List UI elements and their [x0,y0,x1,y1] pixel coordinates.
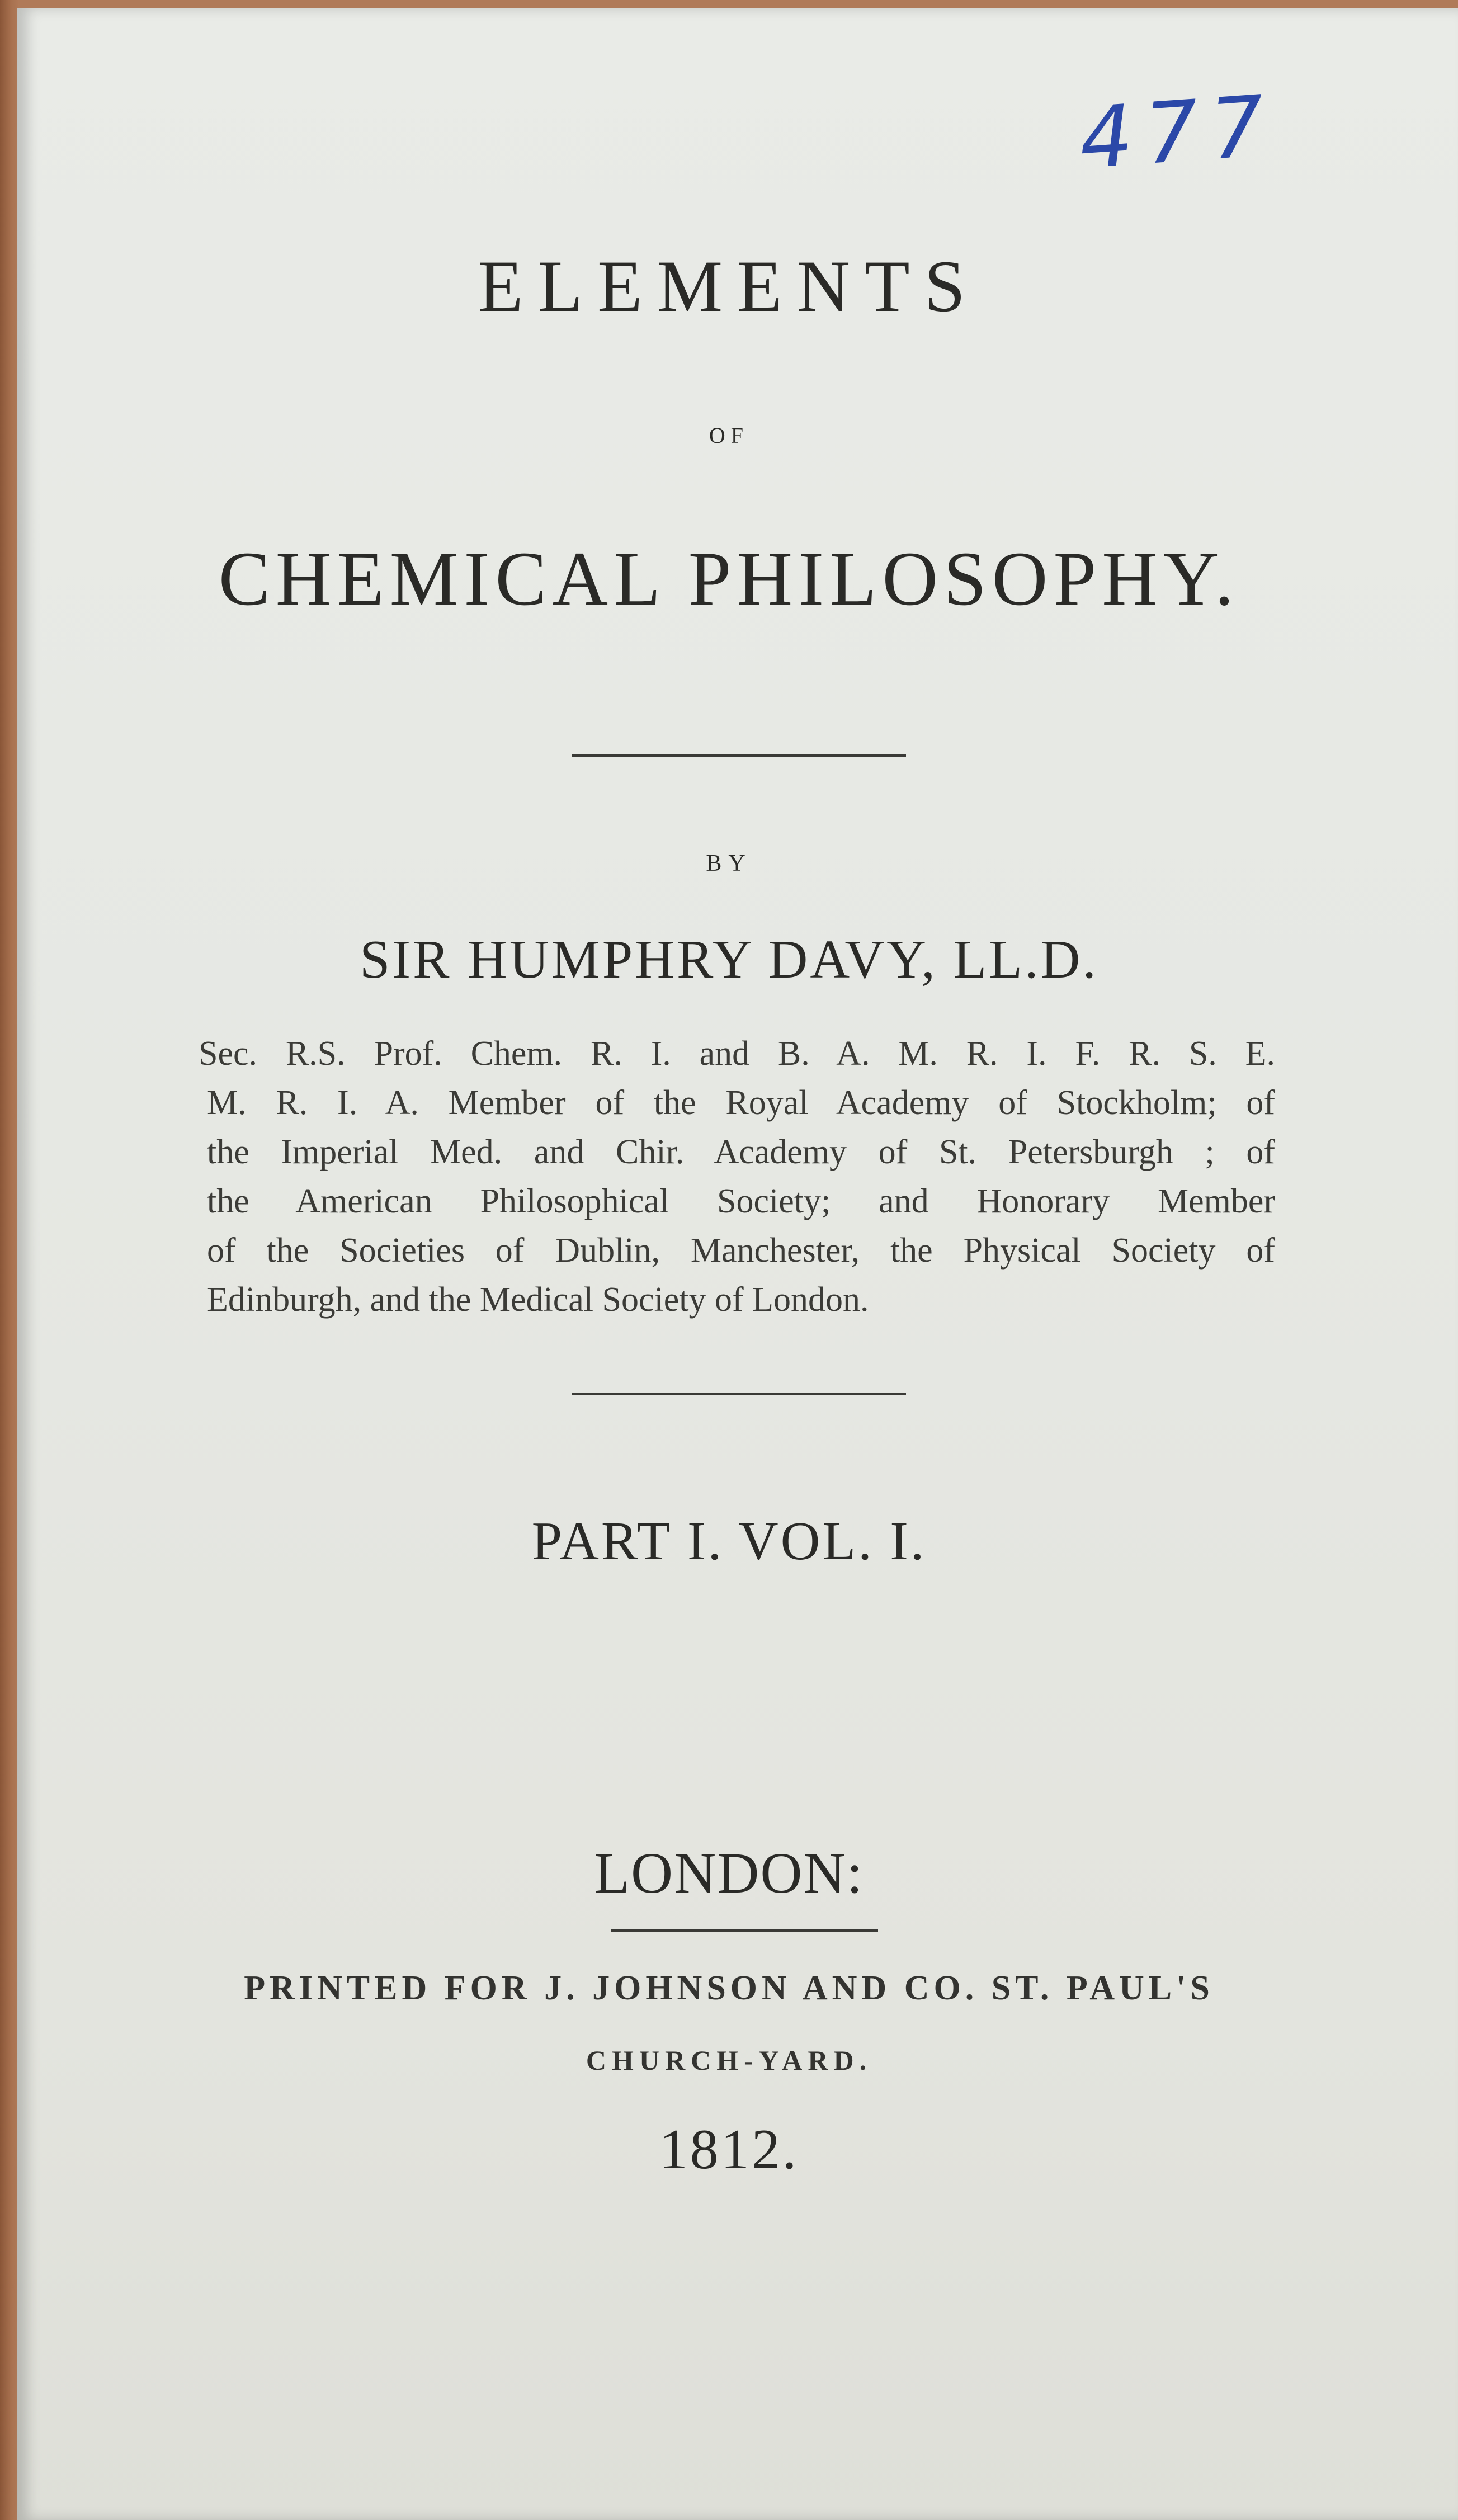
credentials-line: of the Societies of Dublin, Manchester, the Physical Society of [207,1231,1275,1270]
imprint-place: CHURCH-YARD. [586,2045,872,2076]
author-name: SIR HUMPHRY DAVY, LL.D. [360,929,1098,990]
credentials-rule-divider [572,1393,906,1395]
imprint-year: 1812. [659,2118,799,2181]
imprint-printed-for: PRINTED FOR J. JOHNSON AND CO. ST. PAUL'S [244,1969,1214,2007]
credentials-line: the Imperial Med. and Chir. Academy of St. Petersburgh ; of [207,1133,1275,1171]
title-rule-divider [572,754,906,757]
title-line-elements: ELEMENTS [478,245,980,327]
byline-by: BY [706,851,752,876]
credentials-line: the American Philosophical Society; and Honorary Member [207,1182,1275,1220]
credentials-line: Edinburgh, and the Medical Society of London. [207,1281,869,1319]
handwritten-shelf-number: 477 [1076,77,1280,188]
volume-designation: PART I. VOL. I. [531,1511,927,1572]
credentials-line: Sec. R.S. Prof. Chem. R. I. and B. A. M. R. I. F. R. S. E. [199,1035,1275,1073]
imprint-city: LONDON: [594,1841,864,1905]
title-connector-of: OF [709,423,749,448]
imprint-rule-divider [611,1929,878,1932]
title-line-chemical-philosophy: CHEMICAL PHILOSOPHY. [218,536,1240,621]
author-credentials [199,1029,1275,1324]
credentials-line: M. R. I. A. Member of the Royal Academy of Stockholm; of [207,1084,1275,1122]
